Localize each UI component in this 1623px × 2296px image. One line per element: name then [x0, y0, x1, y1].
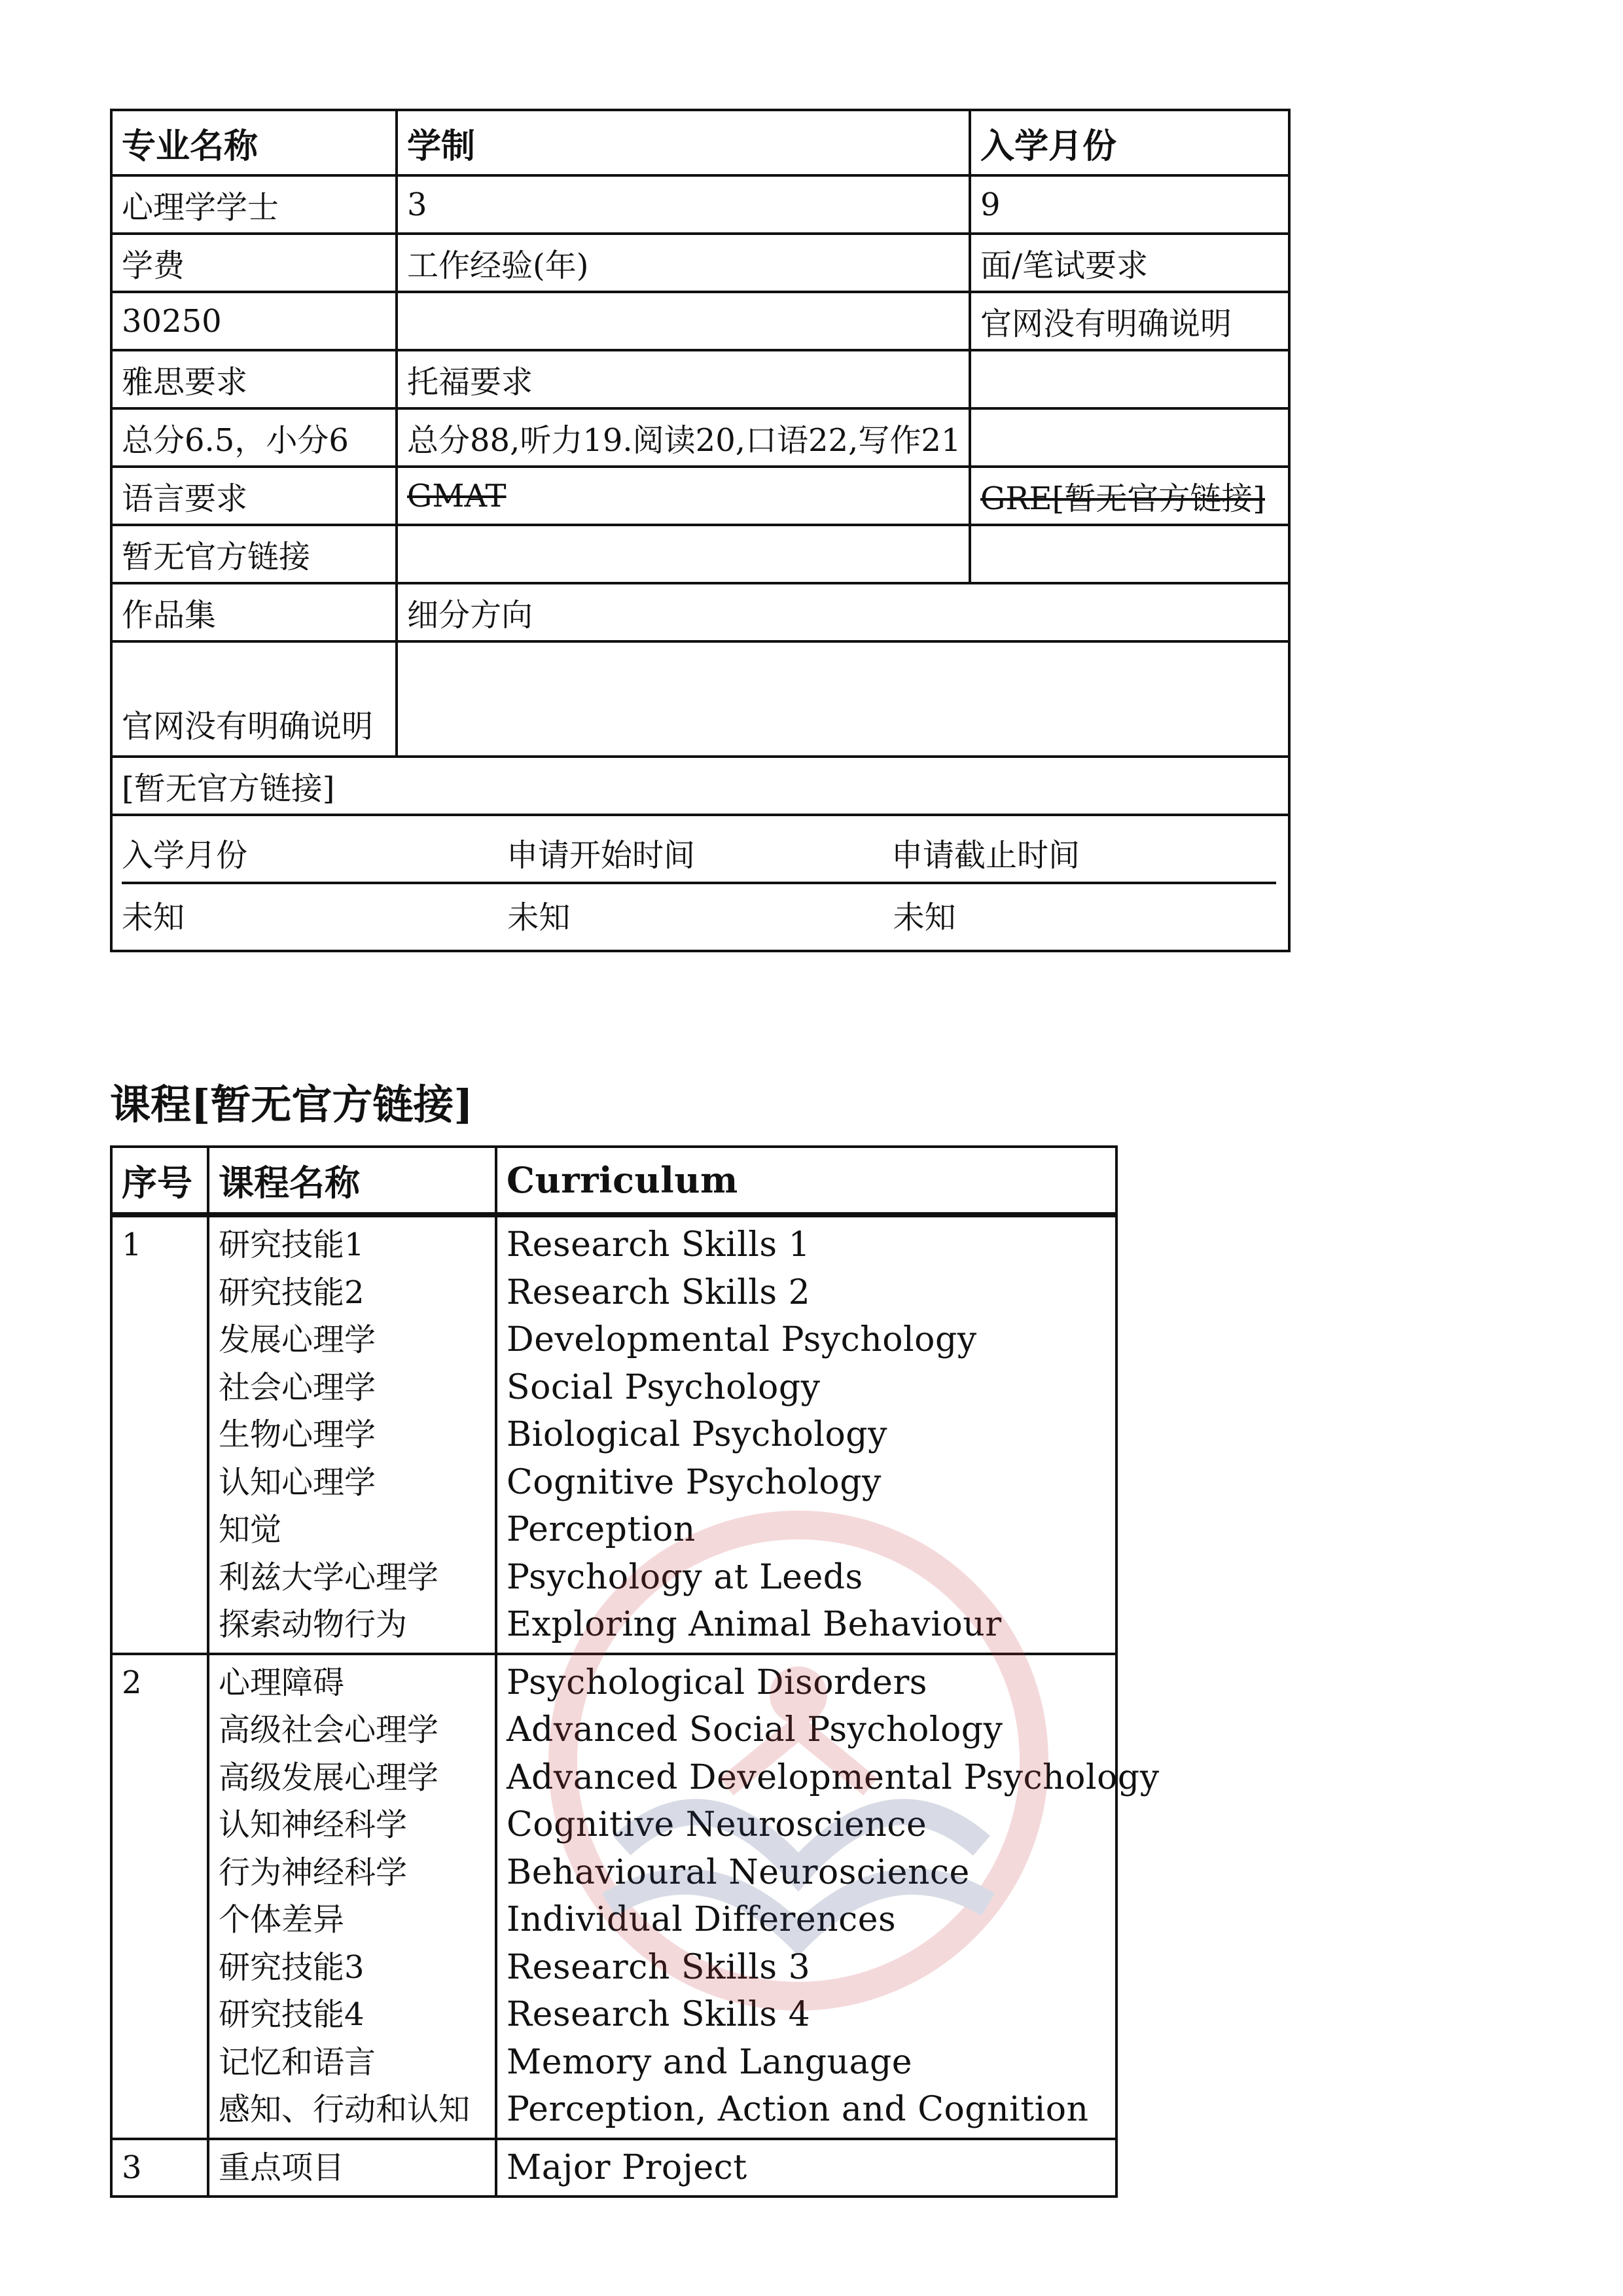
curriculum-table [110, 1145, 1160, 2198]
course-en: Developmental Psychology [507, 1320, 977, 1359]
timeline-values [122, 884, 1279, 937]
portfolio-value: 官网没有明确说明 [111, 641, 397, 757]
toefl-value: 总分88,听力19.阅读20,口语22,写作21 [397, 408, 970, 467]
table-row [111, 525, 1289, 583]
direction-value [397, 641, 1289, 757]
table-row [111, 175, 1289, 234]
course-en: Cognitive Psychology [507, 1462, 882, 1502]
course-en: Perception, Action and Cognition [507, 2090, 1089, 2129]
gmat-label: GMAT [397, 467, 970, 525]
course-cn: 研究技能4 [219, 1996, 365, 2033]
timeline-open-value: 未知 [507, 899, 571, 936]
course-en: Biological Psychology [507, 1415, 887, 1454]
timeline-deadline-value: 未知 [893, 899, 956, 936]
course-en: Behavioural Neuroscience [507, 1852, 970, 1892]
course-cn: 感知、行动和认知 [219, 2091, 471, 2128]
major-value: 心理学学士 [111, 175, 397, 234]
group-number: 1 [111, 1215, 208, 1654]
course-cn: 个体差异 [219, 1901, 345, 1938]
table-row [111, 815, 1289, 951]
link-note: [暂无官方链接] [111, 757, 1289, 815]
program-info-table [110, 109, 1291, 952]
language-value: 暂无官方链接 [111, 525, 397, 583]
ielts-value: 总分6.5，小分6 [111, 408, 397, 467]
course-cn: 研究技能3 [219, 1948, 365, 1986]
course-en: Memory and Language [507, 2042, 913, 2082]
timeline-intake-label: 入学月份 [122, 837, 248, 874]
course-cn: 利兹大学心理学 [219, 1558, 439, 1596]
course-cn: 重点项目 [219, 2149, 345, 2186]
course-names-en [496, 2139, 1116, 2197]
timeline-intake-value: 未知 [122, 899, 185, 936]
portfolio-label: 作品集 [111, 583, 397, 641]
tuition-value: 30250 [111, 292, 397, 350]
course-en: Research Skills 2 [507, 1272, 811, 1312]
course-cn: 探索动物行为 [219, 1606, 408, 1643]
empty-cell [970, 525, 1289, 583]
table-row [111, 234, 1289, 292]
course-cn: 研究技能1 [219, 1227, 365, 1263]
col-header-course-name: 课程名称 [208, 1147, 496, 1215]
col-header-curriculum: Curriculum [496, 1147, 1116, 1215]
gre-label: GRE[暂无官方链接] [970, 467, 1289, 525]
table-row [111, 292, 1289, 350]
intake-label: 入学月份 [970, 110, 1289, 175]
curriculum-title: 课程[暂无官方链接] [110, 1081, 473, 1128]
course-cn: 生物心理学 [219, 1416, 376, 1453]
curriculum-group-row [111, 2139, 1116, 2197]
ielts-label: 雅思要求 [111, 350, 397, 408]
timeline-header [122, 830, 1276, 884]
curriculum-group-row [111, 1654, 1116, 2139]
course-cn: 社会心理学 [219, 1369, 376, 1406]
course-en: Social Psychology [507, 1367, 821, 1407]
course-names-cn [208, 2139, 496, 2197]
table-row [111, 757, 1289, 815]
course-en: Individual Differences [507, 1900, 897, 1939]
toefl-label: 托福要求 [397, 350, 970, 408]
course-cn: 记忆和语言 [219, 2043, 376, 2081]
empty-cell [397, 525, 970, 583]
direction-label: 细分方向 [397, 583, 1289, 641]
course-en: Psychological Disorders [507, 1662, 927, 1702]
duration-value: 3 [397, 175, 970, 234]
course-en: Research Skills 4 [507, 1995, 811, 2034]
table-row [111, 467, 1289, 525]
duration-label: 学制 [397, 110, 970, 175]
course-en: Research Skills 1 [507, 1225, 811, 1265]
empty-cell [970, 350, 1289, 408]
course-cn: 发展心理学 [219, 1321, 376, 1358]
group-number: 3 [111, 2139, 208, 2197]
interview-label: 面/笔试要求 [970, 234, 1289, 292]
course-cn: 认知神经科学 [219, 1806, 408, 1843]
interview-value: 官网没有明确说明 [970, 292, 1289, 350]
timeline-deadline-label: 申请截止时间 [891, 837, 1080, 874]
course-en: Perception [507, 1510, 696, 1549]
table-row [111, 583, 1289, 641]
course-cn: 研究技能2 [219, 1274, 365, 1311]
table-row [111, 350, 1289, 408]
curriculum-group-row [111, 1215, 1116, 1654]
course-en: Cognitive Neuroscience [507, 1805, 927, 1844]
course-names-cn [208, 1215, 496, 1654]
course-en: Advanced Social Psychology [507, 1710, 1003, 1749]
course-cn: 高级发展心理学 [219, 1759, 439, 1796]
tuition-label: 学费 [111, 234, 397, 292]
col-header-number: 序号 [111, 1147, 208, 1215]
course-cn: 行为神经科学 [219, 1854, 408, 1891]
work-exp-label: 工作经验(年) [397, 234, 970, 292]
timeline-open-label: 申请开始时间 [507, 837, 696, 874]
course-cn: 高级社会心理学 [219, 1712, 439, 1748]
course-en: Exploring Animal Behaviour [507, 1605, 1002, 1644]
course-en: Advanced Developmental Psychology [507, 1757, 1160, 1797]
table-row [111, 110, 1289, 175]
course-names-en [496, 1215, 1116, 1654]
language-label: 语言要求 [111, 467, 397, 525]
course-en: Psychology at Leeds [507, 1557, 863, 1597]
course-cn: 认知心理学 [219, 1463, 376, 1501]
intake-value: 9 [970, 175, 1289, 234]
table-row [111, 408, 1289, 467]
work-exp-value [397, 292, 970, 350]
course-names-cn [208, 1654, 496, 2139]
major-label: 专业名称 [111, 110, 397, 175]
course-cn: 心理障碍 [219, 1664, 345, 1701]
course-en: Research Skills 3 [507, 1947, 811, 1987]
group-number: 2 [111, 1654, 208, 2139]
course-cn: 知觉 [219, 1511, 282, 1548]
course-en: Major Project [507, 2147, 747, 2187]
table-row [111, 641, 1289, 757]
application-timeline [111, 815, 1289, 951]
course-names-en [496, 1654, 1160, 2139]
empty-cell [970, 408, 1289, 467]
curriculum-header-row [111, 1147, 1116, 1215]
